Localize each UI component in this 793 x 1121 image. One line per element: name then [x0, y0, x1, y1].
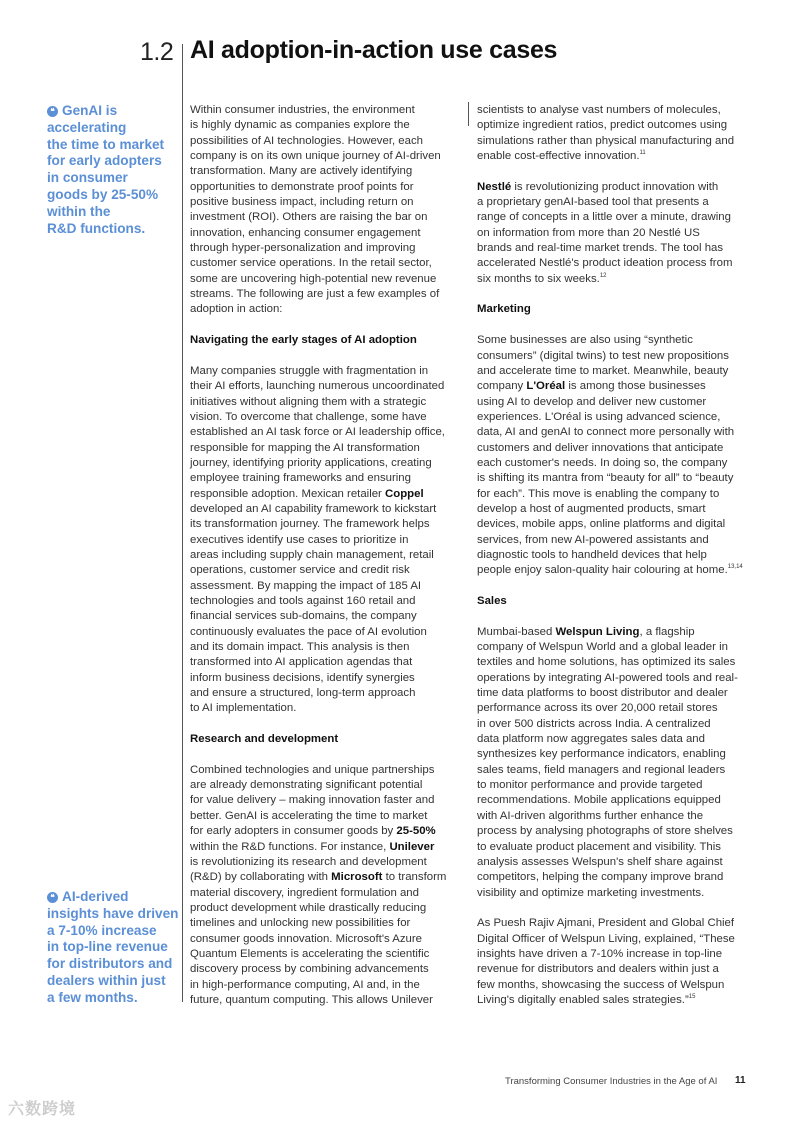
text-line: material discovery, ingredient formulation and: [190, 886, 419, 899]
text-line: a proprietary genAI-based tool that presents a: [477, 196, 709, 209]
text-line: with AI-driven algorithms further enhance the: [477, 809, 704, 822]
paragraph-gap: [477, 579, 757, 594]
paragraph: [190, 364, 462, 717]
text-line: Combined technologies and unique partnerships: [190, 763, 435, 776]
pull-quote-text: AI-derived insights have driven a 7-10% increase in top-line revenue for distributors and dealers within just a few months.: [47, 889, 179, 1005]
text-line: is highly dynamic as companies explore the: [190, 119, 410, 132]
paragraph-gap: [190, 747, 462, 762]
paragraph-gap: [477, 609, 757, 624]
emphasis: Welspun Living: [555, 625, 640, 638]
text-line: responsible for mapping the AI transformation: [190, 441, 420, 454]
text-line: for value delivery – making innovation faster and: [190, 794, 435, 807]
text-line: synthesizes key performance indicators, enabling: [477, 748, 726, 761]
text-line: company L'Oréal is among those businesses: [477, 380, 706, 393]
text-line: Mumbai-based Welspun Living, a flagship: [477, 625, 695, 638]
paragraph: [477, 103, 757, 164]
text-line: adoption in action:: [190, 303, 283, 316]
paragraph-gap: [190, 318, 462, 333]
text-line: is revolutionizing its research and development: [190, 855, 427, 868]
text-line: Digital Officer of Welspun Living, explained, “These: [477, 932, 735, 945]
text-line: data platform now aggregates sales data and: [477, 733, 705, 746]
text-line: initiatives without aligning them with a strategic: [190, 395, 427, 408]
text-line: scientists to analyse vast numbers of molecules,: [477, 104, 721, 116]
text-line: consumer goods innovation. Microsoft's Azure: [190, 932, 423, 945]
footer-publication-title: Transforming Consumer Industries in the Age of AI: [505, 1076, 718, 1087]
text-line: and ensure a structured, long-term approach: [190, 687, 416, 700]
text-line: innovation, enhancing consumer engagement: [190, 226, 421, 239]
paragraph-gap: [190, 717, 462, 732]
text-line: developed an AI capability framework to kickstart: [190, 502, 437, 515]
text-line: services, from new AI-powered assistants and: [477, 533, 709, 546]
text-line: enable cost-effective innovation.$^{11}$: [477, 150, 646, 163]
text-line: through hyper-personalization and improving: [190, 242, 416, 255]
paragraph: [477, 333, 757, 579]
watermark: 六数跨境: [8, 1101, 77, 1118]
paragraph: [190, 103, 462, 318]
text-line: technologies and tools against 160 retail and: [190, 595, 416, 607]
emphasis: Coppel: [385, 487, 424, 500]
text-line: established an AI task force or AI leadership office,: [190, 426, 445, 439]
pull-quote: [47, 103, 164, 237]
footnote-ref: 13,14: [727, 564, 743, 571]
text-line: to AI implementation.: [190, 702, 297, 715]
column-divider-short: [468, 102, 469, 126]
page-number: 11: [735, 1075, 746, 1086]
text-line: customers and deliver innovations that anticipate: [477, 441, 724, 454]
text-line: for early adopters in consumer goods by 25-50%: [190, 825, 436, 838]
text-line: employee training frameworks and ensuring: [190, 472, 411, 485]
text-line: insights have driven a 7-10% increase in top-line: [477, 947, 723, 960]
text-line: Research and development: [190, 733, 339, 746]
text-line: product development while drastically reducing: [190, 901, 427, 914]
text-line: operations by integrating AI-powered tools and real-: [477, 671, 738, 684]
text-line: Within consumer industries, the environment: [190, 104, 415, 116]
body-column-right: [477, 103, 757, 1008]
text-line: for each”. This move is enabling the company to: [477, 487, 720, 500]
text-line: to evaluate product placement and visibility. This: [477, 840, 721, 853]
paragraph-gap: [477, 287, 757, 302]
text-line: six months to six weeks.$^{12}$: [477, 272, 607, 285]
section-heading: [477, 302, 757, 317]
footnote-ref: 12: [599, 272, 607, 279]
text-line: visibility and optimize marketing investments.: [477, 886, 705, 899]
text-line: optimize ingredient ratios, predict outcomes using: [477, 119, 728, 132]
section-heading: [190, 732, 462, 747]
text-line: diagnostic tools to handheld devices that help: [477, 548, 707, 561]
text-line: areas including supply chain management, retail: [190, 548, 434, 561]
text-line: range of concepts in a little over a minute, drawing: [477, 211, 731, 224]
quote-icon: ❝: [47, 892, 58, 903]
paragraph: [477, 625, 757, 901]
text-line: accelerated Nestlé's product ideation process from: [477, 257, 733, 270]
paragraph: [477, 180, 757, 287]
text-line: on information from more than 20 Nestlé US: [477, 226, 700, 239]
text-line: company of Welspun World and a global leader in: [477, 641, 728, 654]
footnote-ref: 15: [688, 993, 696, 1000]
text-line: few months, showcasing the success of Welspun: [477, 978, 725, 991]
emphasis: Nestlé: [477, 180, 512, 193]
text-line: transformation. Many are actively identifying: [190, 165, 413, 178]
text-line: are already demonstrating significant potential: [190, 779, 423, 792]
text-line: transformed into AI application agendas that: [190, 656, 413, 669]
section-number: 1.2: [140, 38, 174, 66]
text-line: company is on its own unique journey of AI-driven: [190, 150, 441, 163]
text-line: its transformation journey. The framework helps: [190, 518, 430, 531]
text-line: is shifting its mantra from “beauty for all” to “beauty: [477, 472, 734, 485]
text-line: investment (ROI). Others are raising the bar on: [190, 211, 428, 224]
text-line: future, quantum computing. This allows Unilever: [190, 993, 433, 1006]
text-line: timelines and unlocking new possibilities for: [190, 917, 411, 930]
text-line: time data platforms to boost distributor and dealer: [477, 687, 728, 700]
body-column-left: [190, 103, 462, 1008]
text-line: operations, customer service and credit risk: [190, 564, 410, 577]
text-line: recommendations. Mobile applications equipped: [477, 794, 721, 807]
paragraph-gap: [477, 164, 757, 179]
text-line: using AI to develop and deliver new customer: [477, 395, 707, 408]
section-heading: [190, 333, 462, 348]
text-line: devices, mobile apps, online platforms and digital: [477, 518, 726, 531]
text-line: sales teams, field managers and regional leaders: [477, 763, 726, 776]
column-divider: [182, 44, 183, 1002]
text-line: process by analysing photographs of store shelves: [477, 825, 733, 838]
quote-icon: ❝: [47, 106, 58, 117]
text-line: better. GenAI is accelerating the time to market: [190, 809, 428, 822]
text-line: Living's digitally enabled sales strategies.”$^{15}$: [477, 993, 696, 1006]
text-line: Quantum Elements is accelerating the scientific: [190, 947, 430, 960]
text-line: positive business impact, including return on: [190, 196, 414, 209]
text-line: some are uncovering high-potential new revenue: [190, 272, 437, 285]
text-line: (R&D) by collaborating with Microsoft to transform: [190, 871, 447, 884]
text-line: vision. To overcome that challenge, some have: [190, 410, 427, 423]
text-line: Navigating the early stages of AI adoption: [190, 334, 417, 347]
text-line: continuously evaluates the pace of AI evolution: [190, 625, 427, 638]
text-line: in high-performance computing, AI and, in the: [190, 978, 420, 991]
text-line: Sales: [477, 595, 507, 607]
text-line: to monitor performance and provide targeted: [477, 779, 703, 792]
text-line: financial services sub-domains, the company: [190, 610, 417, 623]
pull-quote: [47, 889, 178, 1007]
text-line: Some businesses are also using “synthetic: [477, 334, 693, 347]
paragraph-gap: [190, 349, 462, 364]
text-line: people enjoy salon-quality hair colouring at home.$^{13,14}$: [477, 564, 743, 577]
text-line: competitors, helping the company improve brand: [477, 871, 724, 884]
text-line: within the R&D functions. For instance, Unilever: [190, 840, 435, 853]
text-line: streams. The following are just a few examples of: [190, 288, 440, 301]
section-heading: [477, 594, 757, 609]
text-line: simulations rather than physical manufacturing and: [477, 134, 735, 147]
paragraph: [477, 916, 757, 1008]
text-line: analysis assesses Welspun's shelf share against: [477, 855, 723, 868]
emphasis: Microsoft: [331, 871, 383, 884]
text-line: and its domain impact. This analysis is then: [190, 641, 410, 654]
text-line: inform business decisions, identify synergies: [190, 671, 415, 684]
text-line: assessment. By mapping the impact of 185 AI: [190, 579, 422, 592]
text-line: and accelerate time to market. Meanwhile, beauty: [477, 364, 729, 377]
text-line: executives identify use cases to prioritize in: [190, 533, 409, 546]
text-line: consumers” (digital twins) to test new propositions: [477, 349, 729, 362]
text-line: textiles and home solutions, has optimized its sales: [477, 656, 736, 669]
paragraph: [190, 763, 462, 1009]
text-line: discovery process by combining advancements: [190, 963, 429, 976]
text-line: Nestlé is revolutionizing product innovation with: [477, 180, 719, 193]
emphasis: Unilever: [389, 840, 435, 853]
text-line: experiences. L'Oréal is using advanced science,: [477, 410, 721, 423]
text-line: in over 500 districts across India. A centralized: [477, 717, 711, 730]
emphasis: L'Oréal: [526, 380, 566, 393]
paragraph-gap: [477, 318, 757, 333]
text-line: each customer's needs. In doing so, the company: [477, 456, 728, 469]
text-line: opportunities to demonstrate proof points for: [190, 180, 414, 193]
text-line: their AI efforts, launching numerous uncoordinated: [190, 380, 445, 393]
text-line: performance across its over 20,000 retail stores: [477, 702, 718, 715]
text-line: brands and real-time market trends. The tool has: [477, 242, 724, 255]
text-line: journey, identifying priority applications, creating: [190, 456, 432, 469]
text-line: customer service operations. In the retail sector,: [190, 257, 432, 270]
emphasis: 25-50%: [396, 825, 436, 838]
text-line: data, AI and genAI to connect more personally with: [477, 426, 735, 439]
text-line: As Puesh Rajiv Ajmani, President and Global Chief: [477, 917, 735, 930]
paragraph-gap: [477, 901, 757, 916]
text-line: responsible adoption. Mexican retailer Coppel: [190, 487, 424, 500]
text-line: Many companies struggle with fragmentation in: [190, 364, 429, 377]
footnote-ref: 11: [639, 150, 646, 157]
text-line: Marketing: [477, 303, 531, 316]
text-line: possibilities of AI technologies. However, each: [190, 134, 424, 147]
text-line: develop a host of augmented products, smart: [477, 502, 706, 515]
text-line: revenue for distributors and dealers within just a: [477, 963, 719, 976]
page-title: AI adoption-in-action use cases: [190, 36, 558, 64]
pull-quote-text: GenAI is accelerating the time to market for early adopters in consumer goods by 25-50% within the R&D functions.: [47, 103, 165, 236]
